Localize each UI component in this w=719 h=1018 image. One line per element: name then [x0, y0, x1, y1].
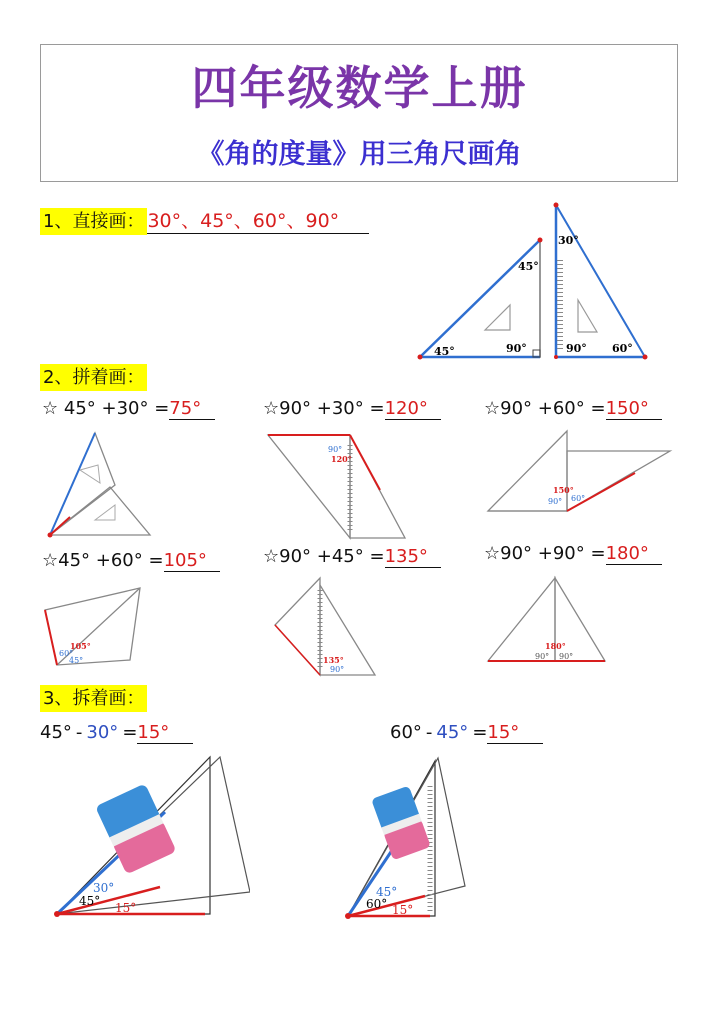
hole — [95, 505, 115, 520]
expression: 45° +60° = — [58, 550, 164, 571]
label: 60° — [571, 494, 586, 503]
section2-item-4 — [42, 550, 220, 572]
label-90-left: 90° — [506, 342, 527, 355]
set-square — [275, 578, 320, 675]
expression: 90° +90° = — [500, 543, 606, 564]
ray-30 — [556, 205, 645, 357]
operator: - — [75, 722, 83, 743]
set-square-45-hole — [485, 305, 510, 330]
label-45-left: 45° — [434, 345, 455, 358]
figure-180 — [485, 573, 610, 665]
figure-150 — [485, 428, 675, 516]
expression: 90° +60° = — [500, 398, 606, 419]
answer: 75° — [169, 398, 215, 420]
vertex-dot — [554, 355, 558, 359]
equals: = — [122, 722, 138, 743]
equals: = — [472, 722, 488, 743]
ray — [350, 435, 380, 490]
label-60: 60° — [612, 342, 633, 355]
section2-item-2 — [263, 398, 441, 420]
label: 135° — [323, 655, 344, 665]
section3-label: 3、拆着画： — [40, 685, 147, 712]
star-icon: ☆ — [484, 543, 501, 564]
label: 90° — [330, 665, 345, 674]
label-15: 15° — [115, 901, 137, 915]
label: 90° — [535, 652, 550, 661]
answer: 150° — [606, 398, 662, 420]
star-icon: ☆ — [42, 398, 59, 419]
set-square — [50, 487, 150, 535]
expression: 45° +30° = — [63, 398, 170, 419]
label: 90° — [559, 652, 574, 661]
label-90-right: 90° — [566, 342, 587, 355]
vertex-dot — [345, 913, 351, 919]
section1-figure — [410, 200, 660, 365]
star-icon: ☆ — [263, 398, 280, 419]
section3-item-1 — [40, 722, 193, 744]
section2-heading — [40, 363, 147, 389]
answer: 15° — [137, 722, 193, 744]
label: 180° — [545, 641, 566, 651]
eraser-icon — [95, 783, 177, 874]
label-45-top: 45° — [518, 260, 539, 273]
figure-75 — [40, 425, 160, 540]
section2-label: 2、拼着画： — [40, 364, 147, 391]
figure-135 — [270, 575, 380, 680]
label: 90° — [328, 445, 343, 454]
answer: 180° — [606, 543, 662, 565]
vertex-dot — [643, 355, 648, 360]
figure-120 — [265, 430, 410, 542]
vertex-dot — [554, 203, 559, 208]
figure-subtract-1 — [45, 752, 250, 927]
ray — [50, 433, 95, 535]
page-title: 四年级数学上册 — [191, 61, 528, 115]
vertex-dot — [48, 533, 53, 538]
star-icon: ☆ — [484, 398, 501, 419]
figure-subtract-2 — [340, 756, 470, 926]
label-15: 15° — [392, 903, 414, 917]
page-subtitle: 《角的度量》用三角尺画角 — [197, 139, 522, 170]
label: 45° — [69, 656, 84, 665]
section3-item-2 — [390, 722, 543, 744]
operand: 45° — [436, 722, 469, 743]
ray-45 — [420, 240, 540, 357]
label-45: 45° — [376, 885, 398, 899]
vertex-dot — [418, 355, 423, 360]
star-icon: ☆ — [263, 546, 280, 567]
section1-angles: 30°、45°、60°、90° — [147, 206, 369, 234]
eraser-icon — [371, 786, 431, 861]
answer: 15° — [487, 722, 543, 744]
ray — [567, 473, 635, 511]
ray — [45, 610, 57, 665]
expression: 90° +45° = — [279, 546, 385, 567]
label-45: 45° — [79, 894, 101, 908]
vertex-dot — [54, 911, 60, 917]
hole — [80, 465, 100, 483]
star-icon: ☆ — [42, 550, 59, 571]
label-30: 30° — [558, 234, 579, 247]
answer: 105° — [164, 550, 220, 572]
section2-item-3 — [484, 398, 662, 420]
vertex-dot — [538, 238, 543, 243]
label-30: 30° — [93, 881, 115, 895]
figure-105 — [42, 585, 142, 670]
set-square-30-hole — [578, 300, 597, 332]
label: 105° — [70, 641, 91, 651]
label: 150° — [553, 485, 574, 495]
answer: 135° — [385, 546, 441, 568]
operand: 45° — [40, 722, 72, 743]
operand: 30° — [86, 722, 119, 743]
operator: - — [425, 722, 433, 743]
section3-heading — [40, 684, 147, 710]
section2-item-6 — [484, 543, 662, 565]
answer: 120° — [385, 398, 441, 420]
section2-item-5 — [263, 546, 441, 568]
section1-label: 1、直接画： — [40, 208, 147, 235]
label: 90° — [548, 497, 563, 506]
expression: 90° +30° = — [279, 398, 385, 419]
label: 60° — [59, 649, 74, 658]
section1-heading — [40, 206, 369, 234]
label: 120° — [331, 454, 352, 464]
ray — [275, 625, 320, 675]
operand: 60° — [390, 722, 422, 743]
label-60: 60° — [366, 897, 388, 911]
section2-item-1 — [42, 398, 215, 420]
